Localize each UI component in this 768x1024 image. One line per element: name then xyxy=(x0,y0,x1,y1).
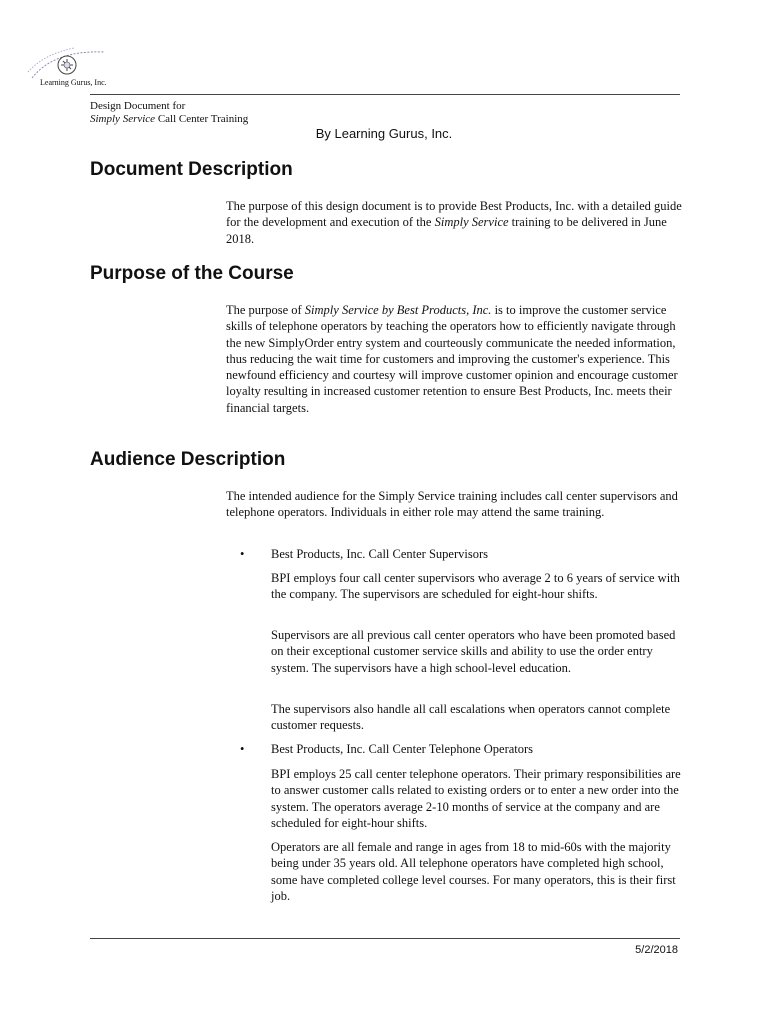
doc-subject: Simply Service Call Center Training xyxy=(90,113,249,125)
supervisors-paragraph-3: The supervisors also handle all call escalations when operators cannot complete customer requests. xyxy=(271,702,671,733)
purpose-paragraph: The purpose of Simply Service by Best Products, Inc. is to improve the customer service skills of telephone operators by teaching the operators how to efficiently navigate through the new SimplyOrder entry system and courteously communicate the needed information, thus reducing the wait time for customers and improving the customer's experience. This newfound efficiency and courtesy will improve customer opinion and encourage customer loyalty resulting in increased customer retention to ensure Best Products, Inc. meets their financial targets. xyxy=(226,303,678,415)
footer-date: 5/2/2018 xyxy=(635,944,678,956)
bullet-title: Best Products, Inc. Call Center Supervisors xyxy=(271,547,488,561)
learning-gurus-logo xyxy=(24,40,110,94)
heading-document-description: Document Description xyxy=(90,159,293,180)
supervisors-paragraph-2: Supervisors are all previous call center operators who have been promoted based on their exceptional customer service skills and ability to use the order entry system. The supervisors have a high school-level education. xyxy=(271,628,676,675)
logo-text: Learning Gurus, Inc. xyxy=(40,78,107,87)
header-rule xyxy=(90,94,680,95)
footer-rule xyxy=(90,938,680,939)
document-description-paragraph: The purpose of this design document is to provide Best Products, Inc. with a detailed guide for the development and execution of the Simply Service training to be delivered in June 2018. xyxy=(226,199,682,246)
bullet-icon: • xyxy=(240,742,245,756)
bullet-title: Best Products, Inc. Call Center Telephone Operators xyxy=(271,742,534,756)
doc-type: Design Document for xyxy=(90,100,186,112)
heading-purpose-of-course: Purpose of the Course xyxy=(90,263,294,284)
bullet-icon: • xyxy=(240,547,245,561)
heading-audience-description: Audience Description xyxy=(90,449,286,470)
audience-intro-paragraph: The intended audience for the Simply Service training includes call center supervisors and telephone operators. Individuals in either role may attend the same training. xyxy=(226,489,678,520)
operators-paragraph-1: BPI employs 25 call center telephone operators. Their primary responsibilities are to answer customer calls related to existing orders or to enter a new order into the system. The operators average 2-10 months of service at the company and are scheduled for eight-hour shifts. xyxy=(271,767,681,830)
supervisors-paragraph-1: BPI employs four call center supervisors who average 2 to 6 years of service with the company. The supervisors are scheduled for eight-hour shifts. xyxy=(271,571,680,602)
doc-meta xyxy=(90,100,248,126)
byline: By Learning Gurus, Inc. xyxy=(315,126,453,141)
operators-paragraph-2: Operators are all female and range in ages from 18 to mid-60s with the majority being under 35 years old. All telephone operators have completed high school, some have completed college level courses. For many operators, this is their first job. xyxy=(271,840,676,903)
